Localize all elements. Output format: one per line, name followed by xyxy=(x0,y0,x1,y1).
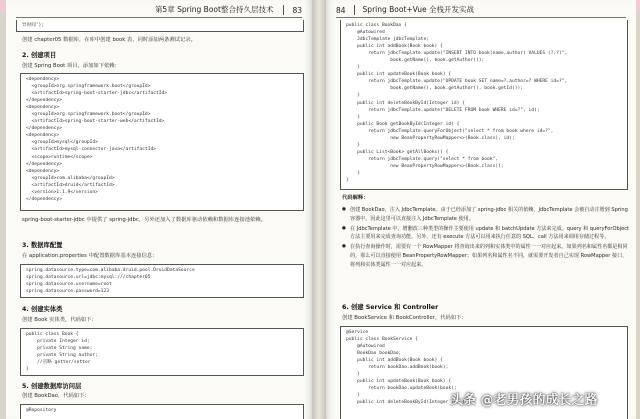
page-number: 83 xyxy=(292,6,302,15)
section-paragraph: 在 application.properties 中配置数据库基本连接信息： xyxy=(22,253,158,259)
code-block-datasource: spring.datasource.type=com.alibaba.druid.pool.DruidDataSource spring.datasource.url=jdbc:mysql:///chapter05 spring.datasource.username=root spring.datasource.password=123 xyxy=(20,264,304,298)
code-block-book-entity: public class Book { private Integer id; private String name; private String author; //省略 getter/setter } xyxy=(20,328,304,376)
section-paragraph: 创建 Book 实体类，代码如下： xyxy=(22,317,97,323)
code-explanation-list xyxy=(342,206,630,271)
dependency-note: spring-boot-starter-jdbc 中提供了 spring-jdbc，另外还加入了数据库驱动依赖和数据库连接池依赖。 xyxy=(22,217,266,223)
list-item: ● 在执行查询操作时，需要有一个 RowMapper 将查询出来的列和实体类中的属性一一对应起来。如果列名和属性名都是相同的，那么可以直接使用 BeanPropertyRowMapper；如果列名和属性名不同，就需要开发者自己实现 RowMapper 接口，将列和实体类属性一一对应起来。 xyxy=(342,243,630,269)
section-heading-dao: 5. 创建数据库访问层 xyxy=(22,383,82,390)
intro-paragraph: 创建 chapter05 数据库，在库中创建 book 表，同时添加两条测试记录。 xyxy=(22,37,196,43)
chapter-title: 第5章 Spring Boot整合持久层技术 xyxy=(154,5,274,14)
code-block-book-dao: public class BookDao { @Autowired JdbcTemplate jdbcTemplate; public int addBook(Book book) { return jdbcTemplate.update("INSERT INTO book(name,author) VALUES (?,?)", book.getName(), book.getAuthor()); } public int updateBook(Book book) { return jdbcTemplate.update("UPDATE book SET name=?,author=? WHERE id=?", book.getName(), book.getAuthor(), book.getId()); } public int deleteBookById(Integer id) { return jdbcTemplate.update("DELETE FROM book WHERE id=?", id); } public Book getBookById(Integer id) { return jdbcTemplate.queryForObject("select * from book where id=?", new BeanPropertyRowMapper<>(Book.class), id); } public List<Book> getAllBooks() { return jdbcTemplate.query("select * from book", new BeanPropertyRowMapper<>(Book.class)); } } xyxy=(340,20,628,190)
watermark-text: 头条 @老男孩的成长之路 xyxy=(450,393,598,408)
list-item: ● 创建 BookDao，注入 JdbcTemplate。由于已经添加了 spring-jdbc 相关的依赖，JdbcTemplate 会被自动注册到 Spring 容器中，因此这里可以直接注入 JdbcTemplate 使用。 xyxy=(342,206,630,224)
right-page-header xyxy=(336,6,626,18)
section-paragraph: 创建 BookService 和 BookController，代码如下： xyxy=(342,315,467,321)
code-block-book-service: @Service public class BookService { @Autowired BookDao bookDao; public int addBook(Book book) { return bookDao.addBook(book); } public int updateBook(Book book) { return bookDao.updateBook(book); } public int deleteBookById(Integer id) { xyxy=(340,326,628,419)
section-heading-create-project: 2. 创建项目 xyxy=(22,52,57,59)
book-gutter xyxy=(312,0,326,419)
code-explanation-title: 代码解释： xyxy=(342,195,369,201)
section-heading-db-config: 3. 数据库配置 xyxy=(22,242,63,249)
section-heading-service-controller: 6. 创建 Service 和 Controller xyxy=(342,304,439,311)
section-paragraph: 创建 Spring Boot 项目，添加如下依赖： xyxy=(22,63,120,69)
left-page-header xyxy=(16,6,302,18)
right-page xyxy=(326,0,636,419)
section-paragraph: 创建 BookDao，代码如下： xyxy=(22,393,90,399)
code-block-dependencies: <dependency> <groupId>org.springframework.boot</groupId> <artifactId>spring-boot-starter-jdbc</artifactId> </dependency> <dependency> <groupId>org.springframework.boot</groupId> <artifactId>spring-boot-starter-web</artifactId> </dependency> <dependency> <groupId>mysql</groupId> <artifactId>mysql-connector-java</artifactId> <scope>runtime</scope> </dependency> <dependency> <groupId>com.alibaba</groupId> <artifactId>druid</artifactId> <version>1.1.9</version> </dependency> xyxy=(20,73,304,211)
left-page xyxy=(6,0,312,419)
page-number: 84 xyxy=(336,6,346,15)
book-title: Spring Boot+Vue 全栈开发实战 xyxy=(362,5,475,14)
section-heading-entity: 4. 创建实体类 xyxy=(22,306,63,313)
list-item: ● 在 JdbcTemplate 中，增删改三种类型的操作主要使用 update 和 batchUpdate 方法来完成。query 和 queryForObject 方法主要用来完成查询功能。另外，还有 execute 方法可以用来执行任意的 SQL、call 方法用来调用存储过程等。 xyxy=(342,225,630,243)
code-block-sql-tail: 异时间'); xyxy=(16,20,304,32)
code-block-dao-start: @Repository xyxy=(20,404,304,419)
